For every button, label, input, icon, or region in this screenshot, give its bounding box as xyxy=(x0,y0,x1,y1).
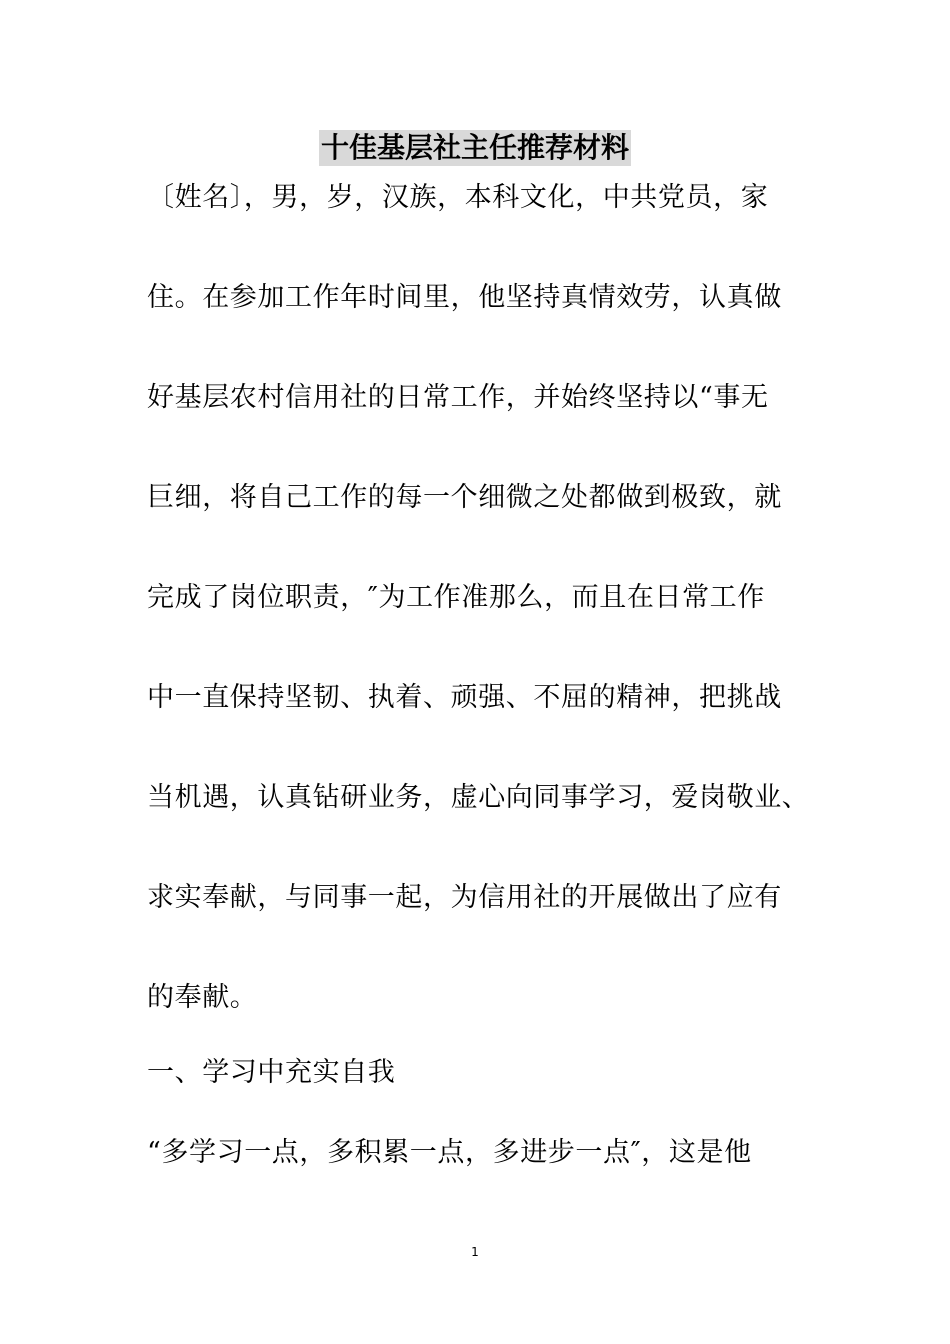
paragraph-line: 好基层农村信用社的日常工作，并始终坚持以“事无 xyxy=(147,382,769,413)
paragraph-line: 中一直保持坚韧、执着、顽强、不屈的精神，把挑战 xyxy=(147,682,782,713)
paragraph-line: 〔姓名〕，男，岁，汉族，本科文化，中共党员，家 xyxy=(147,182,769,213)
section-heading: 一、学习中充实自我 xyxy=(147,1057,396,1088)
paragraph-line: “多学习一点，多积累一点，多进步一点″，这是他 xyxy=(147,1137,752,1168)
document-title: 十佳基层社主任推荐材料 xyxy=(320,131,629,164)
paragraph-line: 求实奉献，与同事一起，为信用社的开展做出了应有 xyxy=(147,882,782,913)
paragraph-line: 当机遇，认真钻研业务，虚心向同事学习，爱岗敬业、 xyxy=(147,782,810,813)
paragraph-line: 住。在参加工作年时间里，他坚持真情效劳，认真做 xyxy=(147,282,782,313)
title-container xyxy=(0,130,950,166)
page-number: 1 xyxy=(471,1245,479,1259)
paragraph-line: 巨细，将自己工作的每一个细微之处都做到极致，就 xyxy=(147,482,782,513)
paragraph-line: 的奉献。 xyxy=(147,982,258,1013)
paragraph-line: 完成了岗位职责，″为工作准那么，而且在日常工作 xyxy=(147,582,765,613)
